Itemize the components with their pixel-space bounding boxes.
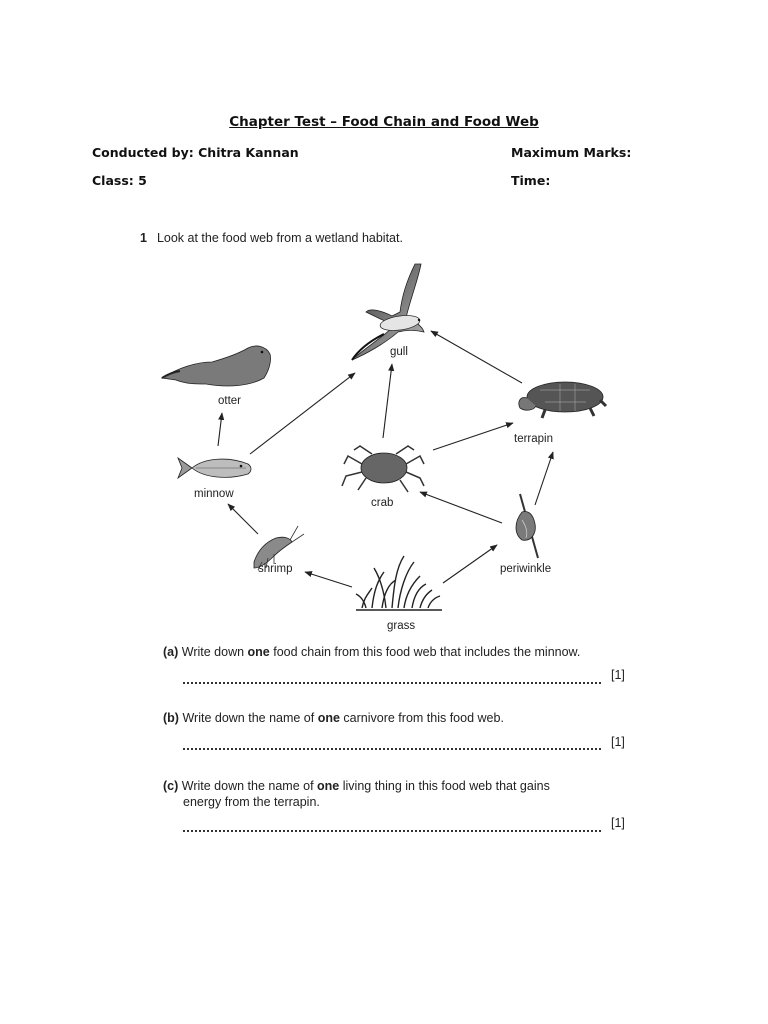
question-number: 1 xyxy=(140,231,147,245)
answer-line-c[interactable] xyxy=(183,830,601,832)
crab-icon xyxy=(342,446,424,492)
arrow-grass-periwinkle xyxy=(443,545,497,583)
part-b-text-pre: Write down the name of xyxy=(182,711,318,725)
part-c-text-post: living thing in this food web that gains xyxy=(339,779,550,793)
arrow-minnow-otter xyxy=(218,413,222,446)
minnow-label: minnow xyxy=(194,488,234,500)
question-part-c xyxy=(163,778,550,794)
periwinkle-label: periwinkle xyxy=(500,563,552,575)
arrow-crab-gull xyxy=(383,364,392,438)
part-c-label: (c) xyxy=(163,779,179,793)
food-web-diagram xyxy=(0,250,768,650)
grass-label: grass xyxy=(387,620,416,632)
gull-label: gull xyxy=(390,346,408,358)
question-part-b xyxy=(163,710,504,726)
arrow-shrimp-minnow xyxy=(228,504,258,534)
arrow-periwinkle-crab xyxy=(420,492,502,523)
part-a-label: (a) xyxy=(163,645,179,659)
part-a-text-pre: Write down xyxy=(181,645,248,659)
arrow-minnow-gull xyxy=(250,373,355,454)
marks-b: [1] xyxy=(611,735,625,749)
part-a-text-bold: one xyxy=(247,645,270,659)
conducted-by-label: Conducted by: Chitra Kannan xyxy=(92,145,299,160)
part-c-text-pre: Write down the name of xyxy=(181,779,318,793)
part-a-text-post: food chain from this food web that includes the minnow. xyxy=(269,645,581,659)
question-1 xyxy=(140,231,403,245)
otter-icon xyxy=(162,346,271,386)
time-label: Time: xyxy=(511,173,551,188)
page-title: Chapter Test – Food Chain and Food Web xyxy=(229,114,539,130)
marks-c: [1] xyxy=(611,816,625,830)
question-text: Look at the food web from a wetland habitat. xyxy=(156,231,403,245)
maximum-marks-label: Maximum Marks: xyxy=(511,145,632,160)
crab-label: crab xyxy=(371,497,394,509)
minnow-icon xyxy=(178,458,251,478)
grass-icon xyxy=(356,556,442,610)
part-c-text-line2: energy from the terrapin. xyxy=(183,795,320,809)
arrow-grass-shrimp xyxy=(305,572,352,587)
part-b-text-post: carnivore from this food web. xyxy=(339,711,504,725)
terrapin-icon xyxy=(519,382,606,418)
marks-a: [1] xyxy=(611,668,625,682)
periwinkle-icon xyxy=(516,494,538,558)
gull-icon xyxy=(352,264,424,360)
part-b-label: (b) xyxy=(163,711,179,725)
arrow-terrapin-gull xyxy=(431,331,522,383)
question-part-a xyxy=(163,644,580,660)
part-b-text-bold: one xyxy=(317,711,340,725)
class-label: Class: 5 xyxy=(92,173,147,188)
arrow-crab-terrapin xyxy=(433,423,513,450)
answer-line-a[interactable] xyxy=(183,682,601,684)
answer-line-b[interactable] xyxy=(183,748,601,750)
otter-label: otter xyxy=(218,395,242,407)
part-c-text-bold: one xyxy=(317,779,340,793)
shrimp-label: shrimp xyxy=(258,563,293,575)
terrapin-label: terrapin xyxy=(514,433,553,445)
arrow-periwinkle-terrapin xyxy=(535,452,553,505)
